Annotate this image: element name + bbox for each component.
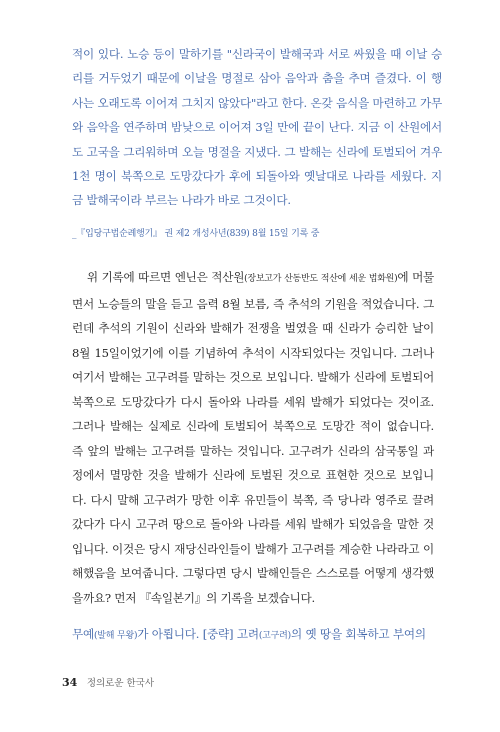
body-annotation: (장보고가 산동반도 적산에 세운 법화원)	[244, 274, 398, 284]
next-quote-annotation: (발해 무왕)	[94, 631, 138, 641]
quote-source: _『입당구법순례행기』 권 제2 개성사년(839) 8월 15일 기록 중	[72, 229, 320, 239]
body-text-part: 에 머물면서 노승들의 말을 듣고 음력 8월 보름, 즉 추석의 기원을 적었습니다. 그런데 추석의 기원이 신라와 발해가 전쟁을 벌였을 때 신라가 승리한 날이 8월 15일이었기에 이를 기념하여 추석이 시작되었다는 것입니다. 그러나 여기서 발해는 고구려를 말하는 것으로 보입니다. 발해가 신라에 토벌되어 북쪽으로 도망갔다가 다시 돌아와 나라를 세워 발해가 되었다는 것이죠. 그러나 발해는 실제로 신라에 토벌되어 북쪽으로 도망간 적이 없습니다. 즉 앞의 발해는 고구려를 말하는 것입니다. 고구려가 신라의 삼국통일 과정에서 멸망한 것을 발해가 신라에 토벌된 것으로 표현한 것으로 보입니다. 다시 말해 고구려가 망한 이후 유민들이 북쪽, 즉 당나라 영주로 끌려갔다가 다시 고구려 땅으로 돌아와 나라를 세워 발해가 되었음을 말한 것입니다. 이것은 당시 재당신라인들이 발해가 고구려를 계승한 나라라고 이해했음을 보여줍니다. 그렇다면 당시 발해인들은 스스로를 어떻게 생각했을까요? 먼저 『속일본기』의 기록을 보겠습니다.	[72, 270, 434, 605]
next-quote-part: 무예	[72, 627, 94, 641]
page-footer	[62, 675, 154, 689]
book-title: 정의로운 한국사	[86, 678, 155, 689]
quote-text: 적이 있다. 노승 등이 말하기를 "신라국이 발해국과 서로 싸웠을 때 이날 승리를 거두었기 때문에 이날을 명절로 삼아 음악과 춤을 추며 즐겼다. 이 행사는 오래도록 이어져 그치지 않았다"라고 한다. 온갖 음식을 마련하고 가무와 음악을 연주하며 밤낮으로 이어져 3일 만에 끝이 난다. 지금 이 산원에서도 고국을 그리워하며 오늘 명절을 지냈다. 그 발해는 신라에 토벌되어 겨우 1천 명이 북쪽으로 도망갔다가 후에 되돌아와 옛날대로 나라를 세웠다. 지금 발해국이라 부르는 나라가 바로 그것이다.	[72, 47, 442, 208]
next-quote-annotation: (고구려)	[258, 631, 291, 641]
next-quote-line	[72, 626, 442, 642]
body-paragraph	[72, 265, 434, 610]
next-quote-part: 의 옛 땅을 회복하고 부여의	[290, 627, 426, 641]
next-quote-part: 가 아룁니다. [중략] 고려	[137, 627, 259, 641]
page-number: 34	[62, 676, 78, 689]
body-text-part: 위 기록에 따르면 엔닌은 적산원	[86, 270, 245, 284]
quote-block	[72, 42, 442, 213]
